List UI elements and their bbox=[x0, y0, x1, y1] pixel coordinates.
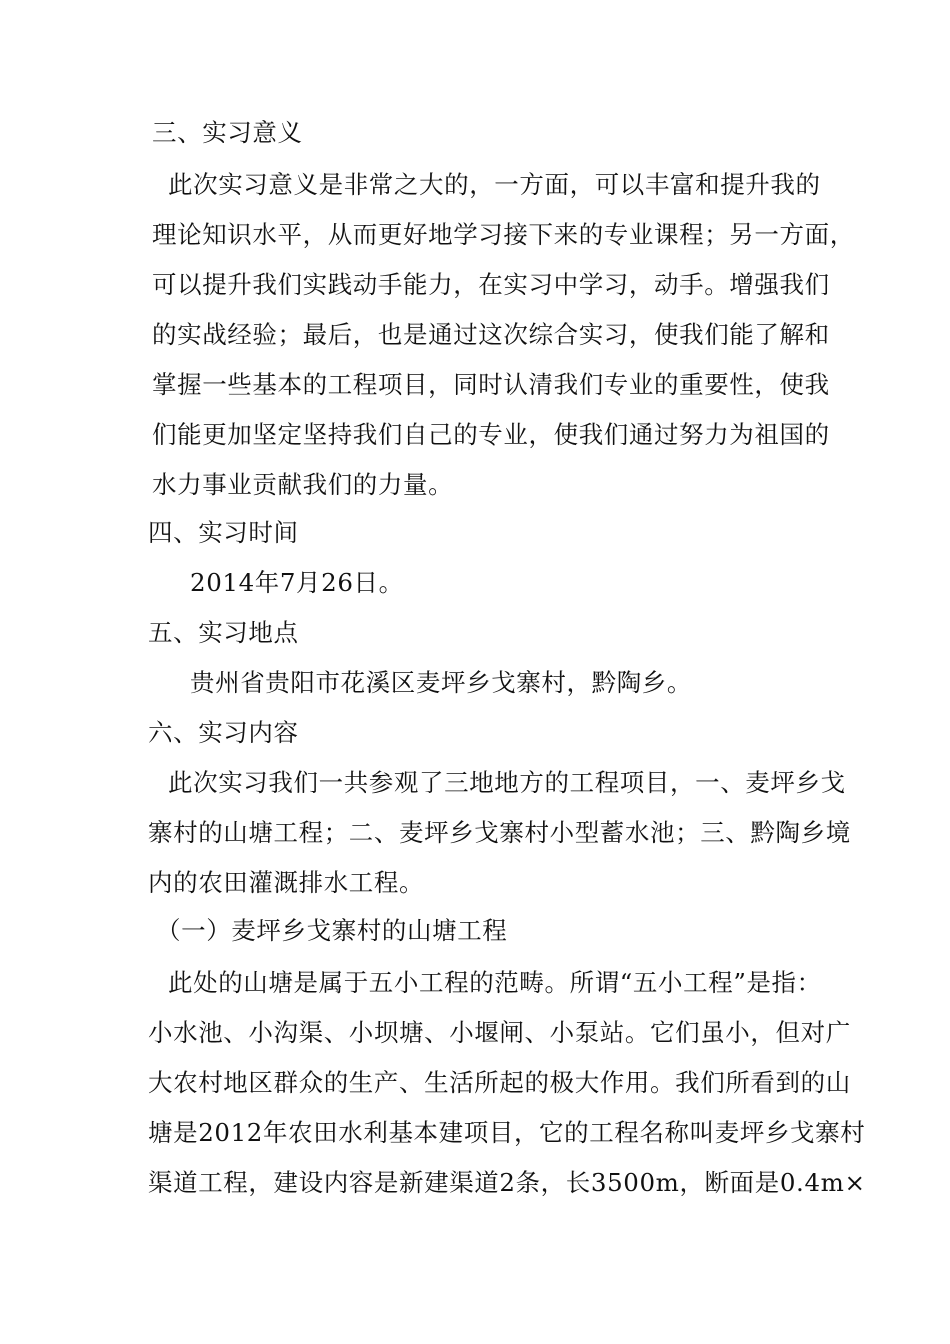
section-text-time: 2014年7月26日。 bbox=[190, 568, 404, 597]
paragraph-line: 小水池、小沟渠、小坝塘、小堰闸、小泵站。它们虽小，但对广 bbox=[148, 1018, 851, 1047]
paragraph-line: 理论知识水平，从而更好地学习接下来的专业课程；另一方面， bbox=[152, 220, 855, 249]
subsection-heading-pond: （一）麦坪乡戈寨村的山塘工程 bbox=[156, 916, 508, 945]
paragraph-line: 渠道工程，建设内容是新建渠道2条，长3500m，断面是0.4m× bbox=[148, 1168, 866, 1197]
section-heading-significance: 三、实习意义 bbox=[152, 118, 303, 147]
section-text-location: 贵州省贵阳市花溪区麦坪乡戈寨村，黔陶乡。 bbox=[190, 668, 692, 697]
paragraph-line: 掌握一些基本的工程项目，同时认清我们专业的重要性，使我 bbox=[152, 370, 830, 399]
paragraph-line: 们能更加坚定坚持我们自己的专业，使我们通过努力为祖国的 bbox=[152, 420, 830, 449]
paragraph-line: 寨村的山塘工程；二、麦坪乡戈寨村小型蓄水池；三、黔陶乡境 bbox=[148, 818, 851, 847]
paragraph-line: 此次实习我们一共参观了三地地方的工程项目，一、麦坪乡戈 bbox=[168, 768, 846, 797]
paragraph-line: 内的农田灌溉排水工程。 bbox=[148, 868, 425, 897]
paragraph-line: 水力事业贡献我们的力量。 bbox=[152, 470, 454, 499]
paragraph-line: 此次实习意义是非常之大的，一方面，可以丰富和提升我的 bbox=[168, 170, 821, 199]
paragraph-line: 大农村地区群众的生产、生活所起的极大作用。我们所看到的山 bbox=[148, 1068, 851, 1097]
section-heading-content: 六、实习内容 bbox=[148, 718, 299, 747]
paragraph-line: 塘是2012年农田水利基本建项目，它的工程名称叫麦坪乡戈寨村 bbox=[148, 1118, 866, 1147]
paragraph-line: 此处的山塘是属于五小工程的范畴。所谓“五小工程”是指： bbox=[168, 968, 822, 997]
paragraph-line: 的实战经验；最后，也是通过这次综合实习，使我们能了解和 bbox=[152, 320, 830, 349]
section-heading-location: 五、实习地点 bbox=[148, 618, 299, 647]
section-heading-time: 四、实习时间 bbox=[148, 518, 299, 547]
paragraph-line: 可以提升我们实践动手能力，在实习中学习，动手。增强我们 bbox=[152, 270, 830, 299]
